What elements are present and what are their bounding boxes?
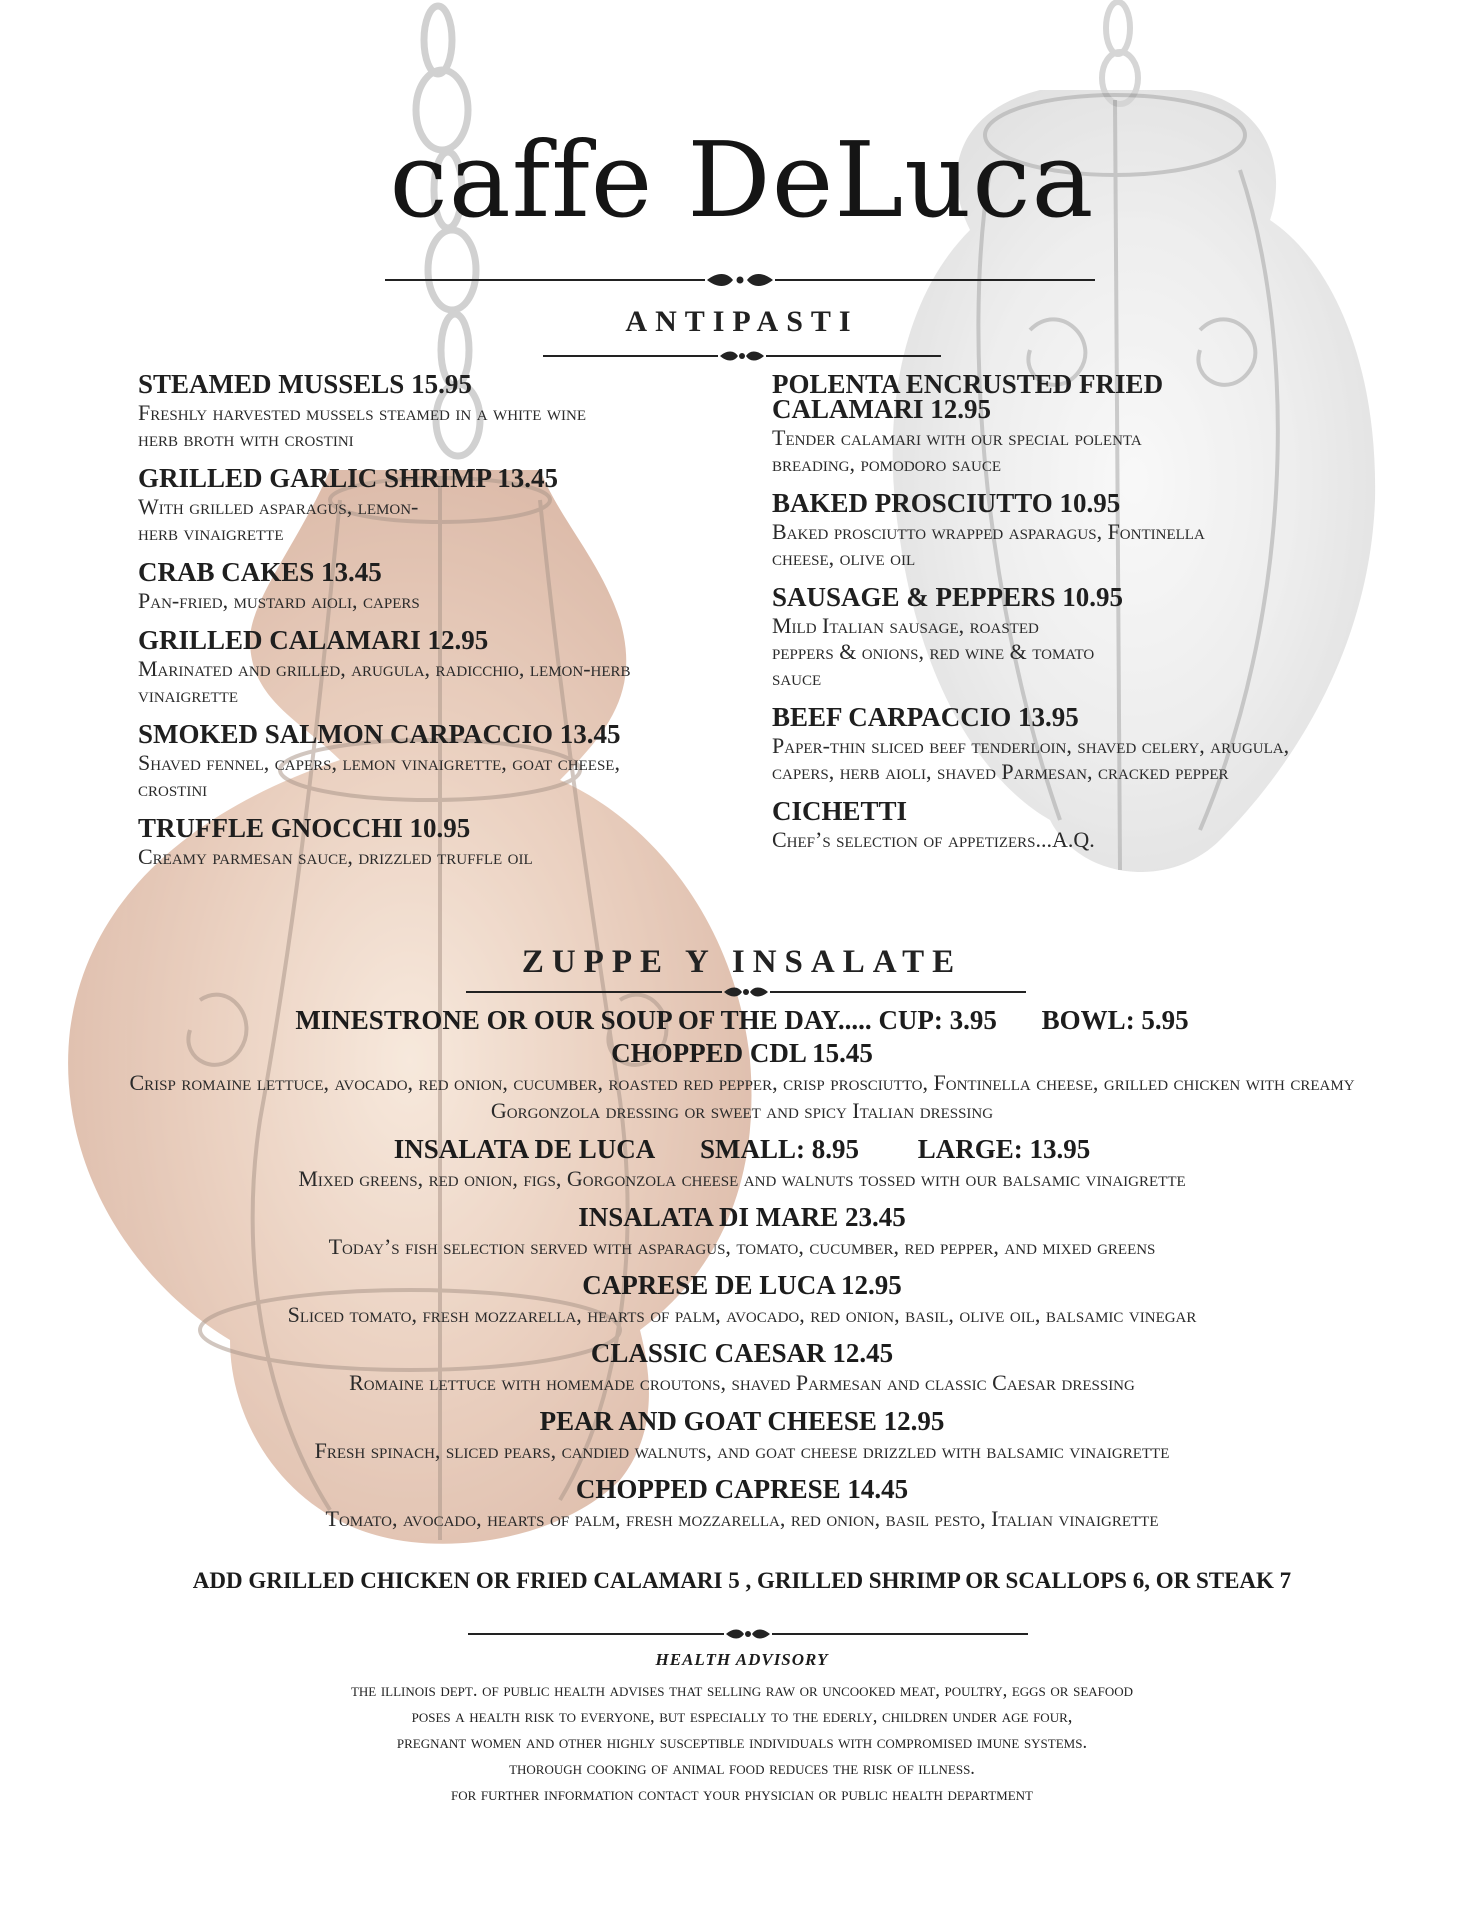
brand-logo: caffe DeLuca — [389, 119, 1095, 241]
item-description: Tender calamari with our special polenta breading, pomodoro sauce — [772, 425, 1142, 476]
zuppe-insalate-list — [120, 1003, 1364, 1541]
advisory-line: poses a health risk to everyone, but especially to the ederly, children under age four, — [411, 1707, 1073, 1727]
item-description: Shaved fennel, capers, lemon vinaigrette, goat cheese, crostini — [138, 750, 620, 801]
salad-name: CHOPPED CAPRESE 14.45 — [575, 1474, 909, 1504]
item-description: Baked prosciutto wrapped asparagus, Fontinella cheese, olive oil — [772, 519, 1205, 570]
advisory-divider — [468, 1627, 1028, 1641]
menu-item — [138, 813, 728, 870]
item-name: GRILLED GARLIC SHRIMP 13.45 — [138, 463, 559, 493]
item-name: POLENTA ENCRUSTED FRIED CALAMARI 12.95 — [772, 369, 1164, 424]
soup-label: MINESTRONE OR OUR SOUP OF THE DAY..... — [295, 1005, 872, 1035]
insalata-de-luca-small: SMALL: 8.95 — [700, 1134, 860, 1164]
zuppe-divider — [466, 985, 1026, 999]
menu-item — [138, 463, 728, 546]
salad-name: CHOPPED CDL 15.45 — [611, 1038, 873, 1068]
item-description: Creamy parmesan sauce, drizzled truffle oil — [138, 844, 533, 869]
item-name: TRUFFLE GNOCCHI 10.95 — [138, 813, 471, 843]
salad-description: Crisp romaine lettuce, avocado, red onion, cucumber, roasted red pepper, crisp prosciutto, Fontinella cheese, grilled chicken with creamy Gorgonzola dressing or sweet and spicy Italian dressing — [129, 1070, 1355, 1123]
menu-item — [772, 582, 1412, 691]
menu-item — [138, 557, 728, 614]
zuppe-heading: ZUPPE Y INSALATE — [521, 944, 963, 980]
menu-item — [138, 719, 728, 802]
salad-description: Today’s fish selection served with asparagus, tomato, cucumber, red pepper, and mixed greens — [328, 1234, 1156, 1259]
soup-line — [120, 1003, 1364, 1037]
salad-description: Sliced tomato, fresh mozzarella, hearts of palm, avocado, red onion, basil, olive oil, balsamic vinegar — [287, 1302, 1197, 1327]
menu-item — [138, 369, 728, 452]
item-name: BEEF CARPACCIO 13.95 — [772, 702, 1079, 732]
health-advisory-title: HEALTH ADVISORY — [655, 1650, 829, 1669]
antipasti-right-column — [772, 369, 1412, 867]
soup-cup-price: CUP: 3.95 — [878, 1005, 997, 1035]
item-description: With grilled asparagus, lemon-herb vinaigrette — [138, 494, 419, 545]
item-name: SMOKED SALMON CARPACCIO 13.45 — [138, 719, 621, 749]
advisory-line: the illinois dept. of public health advises that selling raw or uncooked meat, poultry, eggs or seafood — [350, 1681, 1134, 1701]
menu-item — [138, 625, 728, 708]
salad-description: Fresh spinach, sliced pears, candied walnuts, and goat cheese drizzled with balsamic vinaigrette — [314, 1438, 1170, 1463]
antipasti-left-column — [138, 369, 728, 884]
menu-item — [772, 796, 1412, 853]
salad-name: CAPRESE DE LUCA 12.95 — [582, 1270, 902, 1300]
add-ons-line: ADD GRILLED CHICKEN OR FRIED CALAMARI 5 , GRILLED SHRIMP OR SCALLOPS 6, OR STEAK 7 — [192, 1568, 1292, 1593]
soup-bowl-price: BOWL: 5.95 — [1041, 1005, 1189, 1035]
antipasti-divider — [543, 349, 941, 363]
menu-item — [772, 488, 1412, 571]
item-description: Mild Italian sausage, roasted peppers & onions, red wine & tomato sauce — [772, 613, 1095, 690]
brand-divider — [385, 272, 1095, 288]
salad-name: CLASSIC CAESAR 12.45 — [590, 1338, 894, 1368]
item-description: Chef’s selection of appetizers...A.Q. — [772, 827, 1095, 852]
item-description: Pan-fried, mustard aioli, capers — [138, 588, 420, 613]
item-description: Marinated and grilled, arugula, radicchio, lemon-herb vinaigrette — [138, 656, 631, 707]
salad-name: INSALATA DI MARE 23.45 — [578, 1202, 906, 1232]
salad-description: Tomato, avocado, hearts of palm, fresh mozzarella, red onion, basil pesto, Italian vinaigrette — [325, 1506, 1159, 1531]
salad-name — [120, 1133, 1364, 1165]
item-name: CRAB CAKES 13.45 — [138, 557, 382, 587]
salad-name: PEAR AND GOAT CHEESE 12.95 — [539, 1406, 945, 1436]
antipasti-heading: ANTIPASTI — [625, 305, 859, 338]
item-name: GRILLED CALAMARI 12.95 — [138, 625, 489, 655]
salad-description: Mixed greens, red onion, figs, Gorgonzola cheese and walnuts tossed with our balsamic vinaigrette — [298, 1166, 1186, 1191]
menu-item — [772, 702, 1412, 785]
item-description: Freshly harvested mussels steamed in a white wine herb broth with crostini — [138, 400, 587, 451]
salad-description: Romaine lettuce with homemade croutons, shaved Parmesan and classic Caesar dressing — [349, 1370, 1135, 1395]
advisory-line: thorough cooking of animal food reduces the risk of illness. — [509, 1759, 975, 1779]
item-name: CICHETTI — [772, 796, 908, 826]
item-description: Paper-thin sliced beef tenderloin, shaved celery, arugula, capers, herb aioli, shaved Parmesan, cracked pepper — [772, 733, 1290, 784]
insalata-de-luca-name: INSALATA DE LUCA — [393, 1134, 656, 1164]
item-name: SAUSAGE & PEPPERS 10.95 — [772, 582, 1124, 612]
menu-item — [772, 369, 1412, 477]
advisory-line: for further information contact your physician or public health department — [451, 1785, 1033, 1805]
insalata-de-luca-large: LARGE: 13.95 — [917, 1134, 1091, 1164]
item-name: STEAMED MUSSELS 15.95 — [138, 369, 472, 399]
advisory-line: pregnant women and other highly susceptible individuals with compromised imune systems. — [396, 1733, 1088, 1753]
item-name: BAKED PROSCIUTTO 10.95 — [772, 488, 1121, 518]
health-advisory-text — [100, 1678, 1384, 1808]
